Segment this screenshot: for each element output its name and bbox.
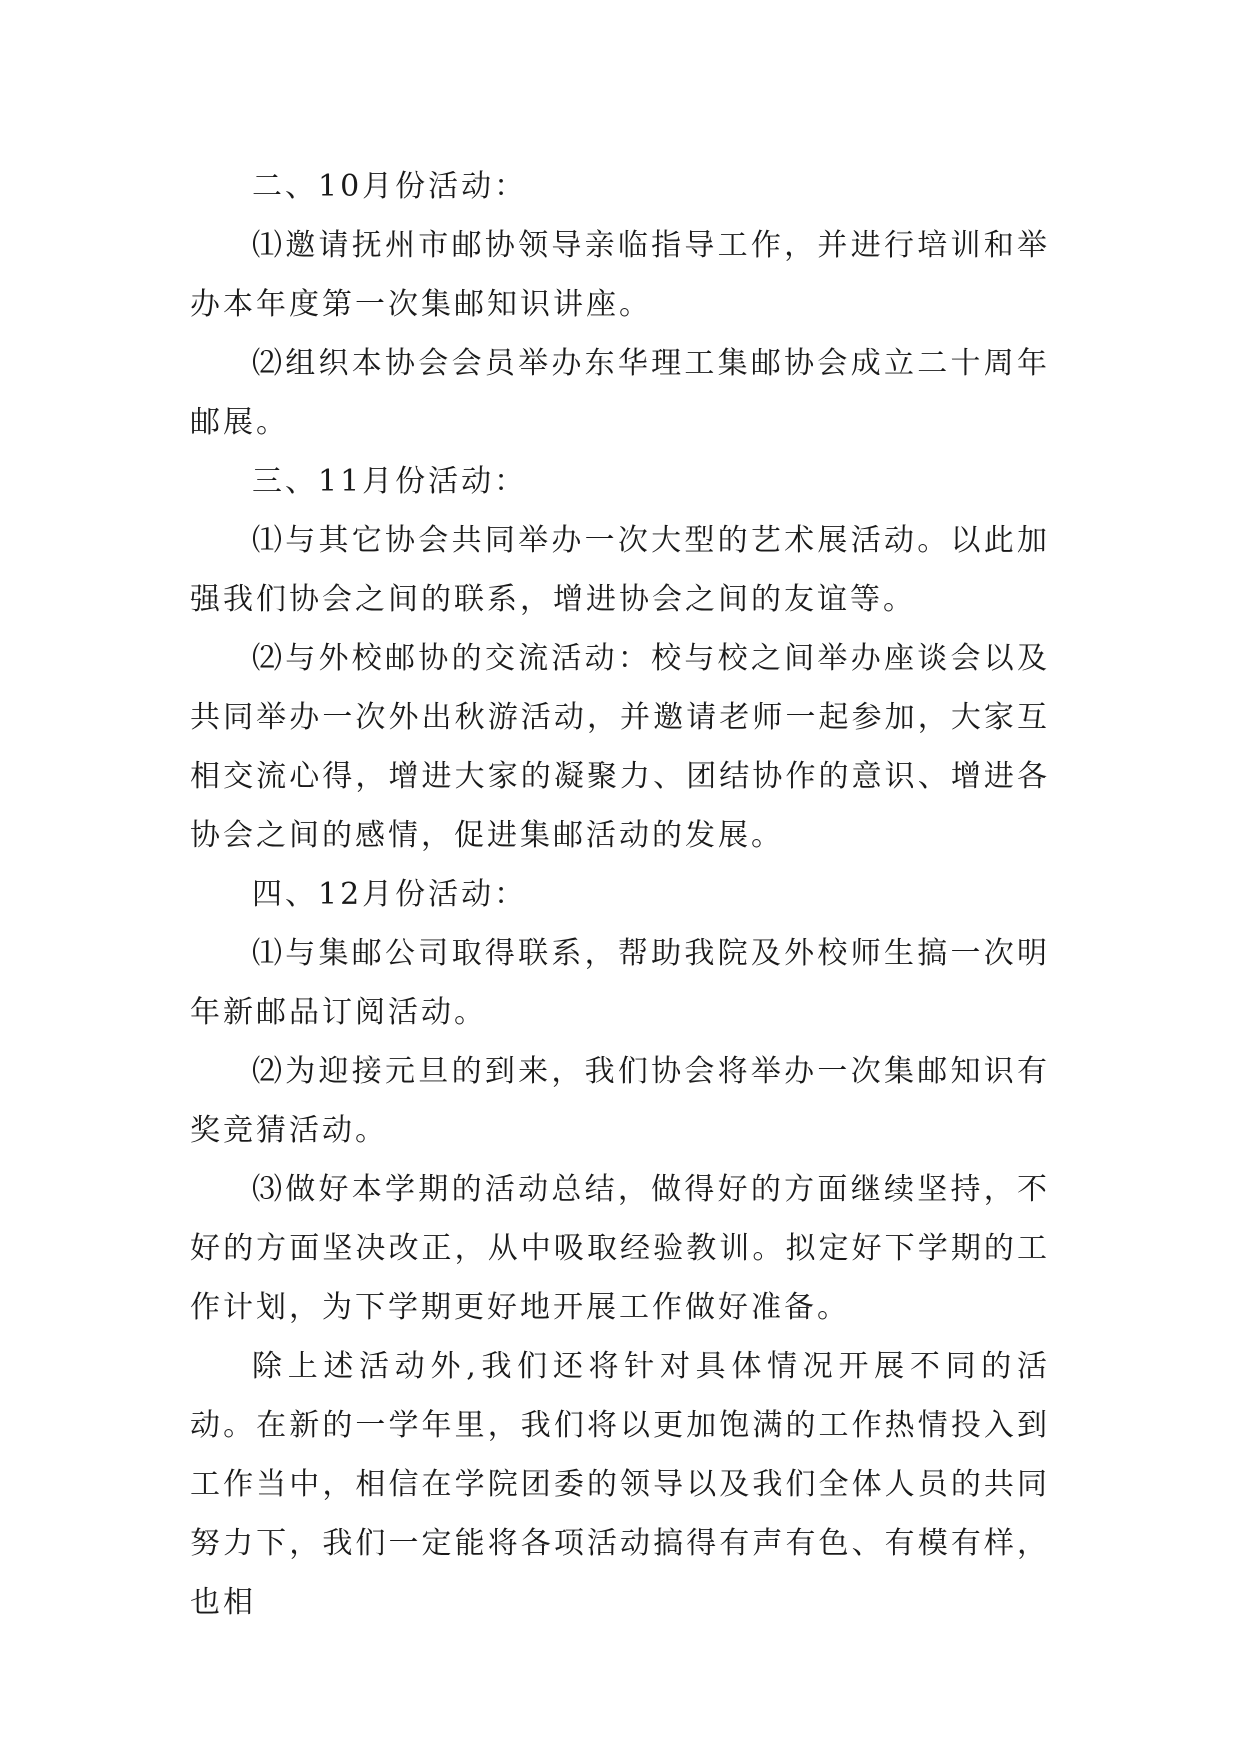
october-item-1: ⑴邀请抚州市邮协领导亲临指导工作，并进行培训和举办本年度第一次集邮知识讲座。	[190, 228, 1050, 322]
november-item-1: ⑴与其它协会共同举办一次大型的艺术展活动。以此加强我们协会之间的联系，增进协会之间的友谊等。	[190, 523, 1050, 617]
december-item-2: ⑵为迎接元旦的到来，我们协会将举办一次集邮知识有奖竞猜活动。	[190, 1054, 1050, 1148]
section-heading-october: 二、10月份活动：	[252, 169, 528, 204]
closing-paragraph: 除上述活动外,我们还将针对具体情况开展不同的活动。在新的一学年里，我们将以更加饱满的工作热情投入到工作当中，相信在学院团委的领导以及我们全体人员的共同努力下，我们一定能将各项活动搞得有声有色、有模有样，也相	[190, 1349, 1050, 1620]
section-heading-december: 四、12月份活动：	[252, 877, 528, 912]
december-item-3: ⑶做好本学期的活动总结，做得好的方面继续坚持，不好的方面坚决改正，从中吸取经验教训。拟定好下学期的工作计划，为下学期更好地开展工作做好准备。	[190, 1172, 1050, 1325]
section-heading-november: 三、11月份活动：	[252, 464, 528, 499]
december-item-1: ⑴与集邮公司取得联系，帮助我院及外校师生搞一次明年新邮品订阅活动。	[190, 936, 1050, 1030]
document-body	[190, 157, 1050, 1632]
november-item-2: ⑵与外校邮协的交流活动：校与校之间举办座谈会以及共同举办一次外出秋游活动，并邀请老师一起参加，大家互相交流心得，增进大家的凝聚力、团结协作的意识、增进各协会之间的感情，促进集邮活动的发展。	[190, 641, 1050, 853]
october-item-2: ⑵组织本协会会员举办东华理工集邮协会成立二十周年邮展。	[190, 346, 1050, 440]
